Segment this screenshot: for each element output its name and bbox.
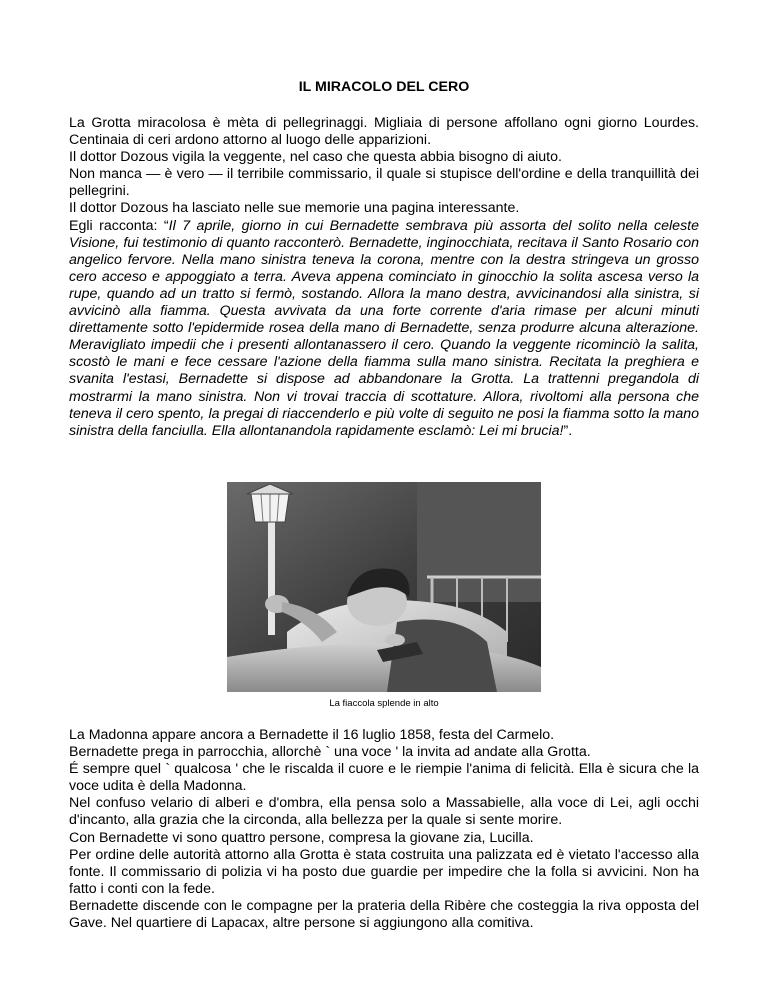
quote-text: Il 7 aprile, giorno in cui Bernadette sembrava più assorta del solito nella celeste Visione, fui testimonio di quanto racconterò. Bernadette, inginocchiata, recitava il Santo Rosario con angelico fervore. Nella mano sinistra teneva la corona, mentre con la destra stringeva un grosso cero acceso e appoggiato a terra. Aveva appena cominciato in ginocchio la solita ascesa verso la rupe, quando ad un tratto si fermò, sostando. Allora la mano destra, avvicinandosi alla sinistra, si avvicinò alla fiamma. Questa avvivata da una forte corrente d'aria rimase per alcuni minuti direttamente sotto l'epidermide rosea della mano di Bernadette, senza produrre alcuna alterazione. Meravigliato impedii che i presenti allontanassero il cero. Quando la veggente ricominciò la salita, scostò le mani e fece cessare l'azione della fiamma sulla mano sinistra. Recitata la preghiera e svanita l'estasi, Bernadette si dispose ad abbandonare la Grotta. La trattenni pregandola di mostrarmi la mano sinistra. Non vi trovai traccia di scottature. Allora, rivoltomi alla persona che teneva il cero spento, la pregai di riaccenderlo e più volte di seguito ne posi la fiamma sotto la mano sinistra della fanciulla. Ella allontanandola rapidamente esclamò: Lei mi brucia! bbox=[69, 217, 699, 439]
photo bbox=[227, 482, 541, 692]
text-block-top bbox=[69, 115, 699, 440]
paragraph: Il dottor Dozous vigila la veggente, nel caso che questa abbia bisogno di aiuto. bbox=[69, 149, 562, 166]
paragraph: Non manca — è vero — il terribile commissario, il quale si stupisce dell'ordine e della tranquillità dei pellegrini. bbox=[69, 166, 699, 200]
text-block-bottom bbox=[69, 727, 699, 932]
paragraph: La Madonna appare ancora a Bernadette il 16 luglio 1858, festa del Carmelo. bbox=[69, 727, 555, 743]
paragraph: Con Bernadette vi sono quattro persone, compresa la giovane zia, Lucilla. bbox=[69, 829, 534, 846]
paragraph: Il dottor Dozous ha lasciato nelle sue memorie una pagina interessante. bbox=[69, 200, 520, 217]
paragraph: Bernadette prega in parrocchia, allorchè ` una voce ' la invita ad andate alla Grotta. bbox=[69, 744, 591, 761]
quote-outro: ”. bbox=[563, 422, 573, 439]
quote-intro: Egli racconta: “ bbox=[69, 217, 169, 234]
paragraph: Per ordine delle autorità attorno alla Grotta è stata costruita una palizzata ed è vietato l'accesso alla fonte. Il commissario di polizia vi ha posto due guardie per impedire che la folla si avvicini. Non ha fatto i conti con la fede. bbox=[69, 846, 699, 897]
paragraph: La Grotta miracolosa è mèta di pellegrinaggi. Migliaia di persone affollano ogni giorno Lourdes. Centinaia di ceri ardono attorno al luogo delle apparizioni. bbox=[69, 115, 699, 149]
paragraph: Bernadette discende con le compagne per la prateria della Ribère che costeggia la riva opposta del Gave. Nel quartiere di Lapacax, altre persone si aggiungono alla comitiva. bbox=[69, 897, 699, 932]
quote-paragraph bbox=[69, 218, 699, 440]
paragraph: É sempre quel ` qualcosa ' che le riscalda il cuore e le riempie l'anima di felicità. Ella è sicura che la voce udita è della Madonna. bbox=[69, 761, 699, 795]
photo-caption: La fiaccola splende in alto bbox=[329, 698, 439, 709]
paragraph: Nel confuso velario di alberi e d'ombra, ella pensa solo a Massabielle, alla voce di Lei, agli occhi d'incanto, alla grazia che la circonda, alla bellezza per la quale si sente morire. bbox=[69, 795, 699, 829]
page-title: IL MIRACOLO DEL CERO bbox=[298, 79, 470, 95]
